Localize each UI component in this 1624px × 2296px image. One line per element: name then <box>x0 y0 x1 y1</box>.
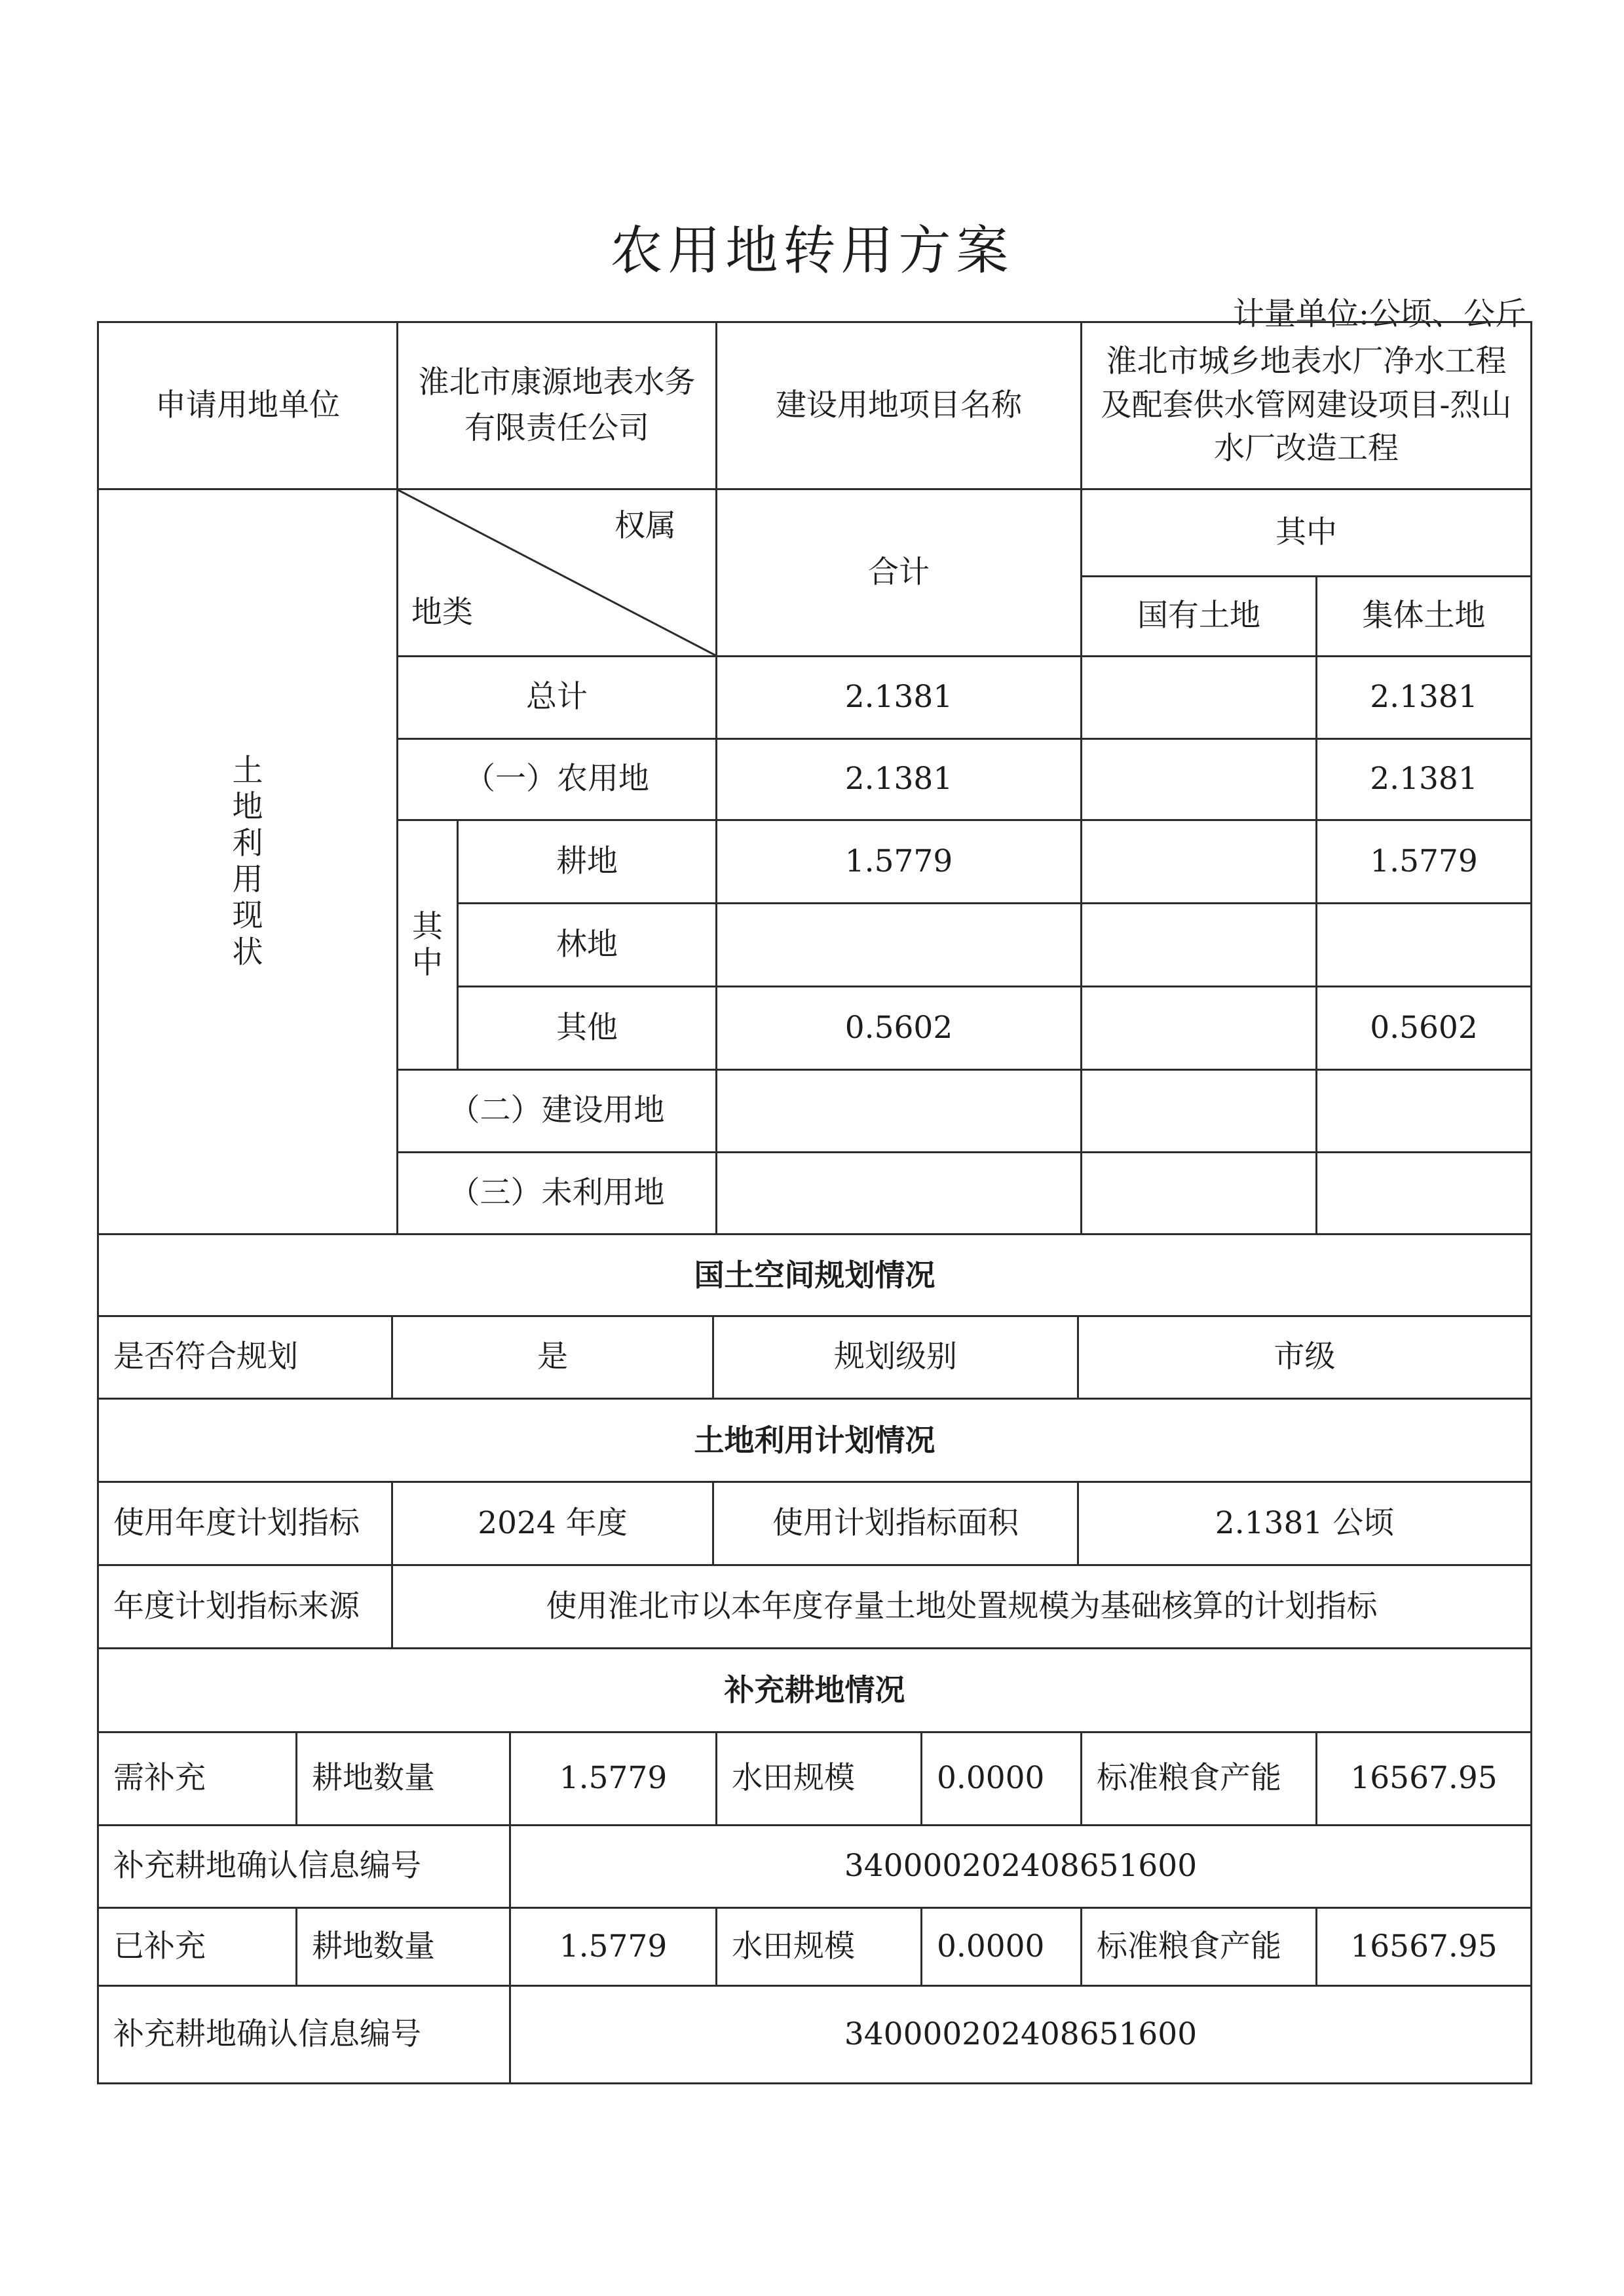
land-plan-heading: 土地利用计划情况 <box>97 1398 1532 1483</box>
confirmation-id-value: 340000202408651600 <box>509 1985 1532 2084</box>
land-use-label-char: 现 <box>232 898 263 934</box>
plan-source-label: 年度计划指标来源 <box>97 1564 393 1649</box>
of-which-sublabel <box>396 819 459 1071</box>
of-which-header: 其中 <box>1080 488 1532 577</box>
land-use-label-char: 土 <box>232 752 263 789</box>
total-value <box>715 1151 1082 1235</box>
paddy-label: 水田规模 <box>715 1907 922 1987</box>
state-value <box>1080 819 1317 904</box>
compliant-value: 是 <box>391 1315 714 1400</box>
supplement-status: 需补充 <box>97 1731 297 1826</box>
of-which-char: 其 <box>412 908 443 945</box>
state-land-header: 国有土地 <box>1080 575 1317 657</box>
planning-level-value: 市级 <box>1077 1315 1532 1400</box>
total-value: 2.1381 <box>715 655 1082 740</box>
plan-source-value: 使用淮北市以本年度存量土地处置规模为基础核算的计划指标 <box>391 1564 1532 1649</box>
spatial-planning-heading: 国土空间规划情况 <box>97 1233 1532 1317</box>
project-value: 淮北市城乡地表水厂净水工程及配套供水管网建设项目-烈山水厂改造工程 <box>1080 321 1532 490</box>
row-label-total: 总计 <box>396 655 717 740</box>
applicant-value: 淮北市康源地表水务有限责任公司 <box>396 321 717 490</box>
cultivated-qty-value: 1.5779 <box>509 1731 717 1826</box>
land-type-header: 地类 <box>411 594 473 630</box>
land-use-label <box>97 488 398 1235</box>
total-value: 0.5602 <box>715 985 1082 1071</box>
collective-value <box>1315 1069 1532 1153</box>
annual-plan-value: 2024 年度 <box>391 1481 714 1566</box>
state-value <box>1080 1151 1317 1235</box>
state-value <box>1080 902 1317 987</box>
state-value <box>1080 655 1317 740</box>
paddy-value: 0.0000 <box>920 1731 1082 1826</box>
state-value <box>1080 1069 1317 1153</box>
planning-level-label: 规划级别 <box>712 1315 1079 1400</box>
annual-plan-label: 使用年度计划指标 <box>97 1481 393 1566</box>
cultivated-qty-value: 1.5779 <box>509 1907 717 1987</box>
grain-capacity-label: 标准粮食产能 <box>1080 1907 1317 1987</box>
total-value: 1.5779 <box>715 819 1082 904</box>
compliant-label: 是否符合规划 <box>97 1315 393 1400</box>
land-use-label-char: 利 <box>232 825 263 862</box>
cultivated-qty-label: 耕地数量 <box>295 1907 511 1987</box>
supplement-status: 已补充 <box>97 1907 297 1987</box>
unit-note: 计量单位:公顷、公斤 <box>1232 296 1526 332</box>
collective-value: 2.1381 <box>1315 655 1532 740</box>
total-value <box>715 1069 1082 1153</box>
total-value <box>715 902 1082 987</box>
collective-value: 1.5779 <box>1315 819 1532 904</box>
row-label-construction: （二）建设用地 <box>396 1069 717 1153</box>
total-col-header: 合计 <box>715 488 1082 657</box>
land-use-label-char: 状 <box>232 934 263 970</box>
page-title: 农用地转用方案 <box>610 220 1014 281</box>
grain-capacity-value: 16567.95 <box>1315 1907 1532 1987</box>
collective-value <box>1315 1151 1532 1235</box>
land-use-label-char: 地 <box>232 789 263 826</box>
state-value <box>1080 738 1317 821</box>
ownership-header: 权属 <box>614 508 676 544</box>
grain-capacity-value: 16567.95 <box>1315 1731 1532 1826</box>
project-label: 建设用地项目名称 <box>715 321 1082 490</box>
collective-land-header: 集体土地 <box>1315 575 1532 657</box>
collective-value <box>1315 902 1532 987</box>
row-label-agricultural: （一）农用地 <box>396 738 717 821</box>
total-value: 2.1381 <box>715 738 1082 821</box>
applicant-label: 申请用地单位 <box>97 321 398 490</box>
row-label-cultivated: 耕地 <box>457 819 717 904</box>
paddy-label: 水田规模 <box>715 1731 922 1826</box>
confirmation-id-label: 补充耕地确认信息编号 <box>97 1824 511 1909</box>
row-label-forest: 林地 <box>457 902 717 987</box>
row-label-other: 其他 <box>457 985 717 1071</box>
grain-capacity-label: 标准粮食产能 <box>1080 1731 1317 1826</box>
confirmation-id-value: 340000202408651600 <box>509 1824 1532 1909</box>
supplement-heading: 补充耕地情况 <box>97 1647 1532 1733</box>
plan-area-value: 2.1381 公顷 <box>1077 1481 1532 1566</box>
state-value <box>1080 985 1317 1071</box>
confirmation-id-label: 补充耕地确认信息编号 <box>97 1985 511 2084</box>
of-which-char: 中 <box>412 945 443 981</box>
row-label-unused: （三）未利用地 <box>396 1151 717 1235</box>
collective-value: 2.1381 <box>1315 738 1532 821</box>
land-use-label-char: 用 <box>232 862 263 898</box>
diagonal-header-cell <box>396 488 717 657</box>
cultivated-qty-label: 耕地数量 <box>295 1731 511 1826</box>
collective-value: 0.5602 <box>1315 985 1532 1071</box>
paddy-value: 0.0000 <box>920 1907 1082 1987</box>
plan-area-label: 使用计划指标面积 <box>712 1481 1079 1566</box>
